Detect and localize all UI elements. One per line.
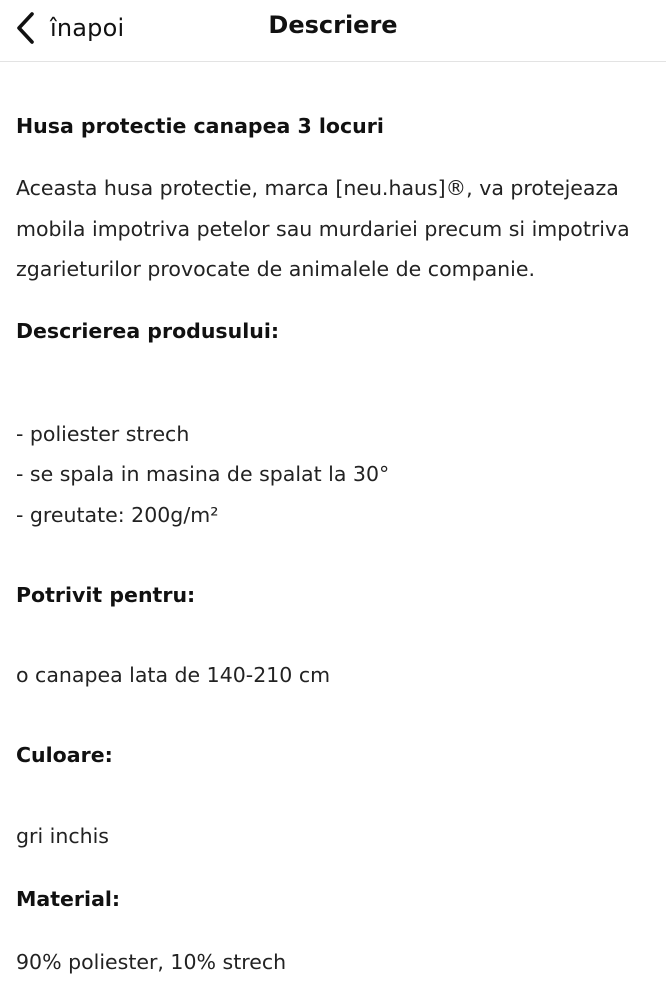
color-value: gri inchis — [16, 824, 109, 848]
material-value: 90% poliester, 10% strech — [16, 950, 287, 974]
chevron-left-icon — [14, 11, 36, 45]
suitable-value: o canapea lata de 140-210 cm — [16, 663, 331, 687]
details-item: - poliester strech — [16, 422, 190, 446]
details-item: - greutate: 200g/m² — [16, 503, 219, 527]
page-title: Descriere — [268, 11, 398, 39]
color-heading: Culoare: — [16, 743, 113, 767]
details-item: - se spala in masina de spalat la 30° — [16, 462, 390, 486]
product-title: Husa protectie canapea 3 locuri — [16, 114, 384, 138]
intro-line: mobila impotriva petelor sau murdariei precum si impotriva — [16, 217, 630, 241]
suitable-heading: Potrivit pentru: — [16, 583, 196, 607]
navigation-bar — [0, 0, 666, 62]
intro-line: Aceasta husa protectie, marca [neu.haus]®, va protejeaza — [16, 176, 619, 200]
material-heading: Material: — [16, 887, 121, 911]
back-label: înapoi — [50, 14, 125, 42]
details-heading: Descrierea produsului: — [16, 319, 280, 343]
intro-line: zgarieturilor provocate de animalele de companie. — [16, 257, 535, 281]
back-button[interactable] — [14, 6, 124, 50]
